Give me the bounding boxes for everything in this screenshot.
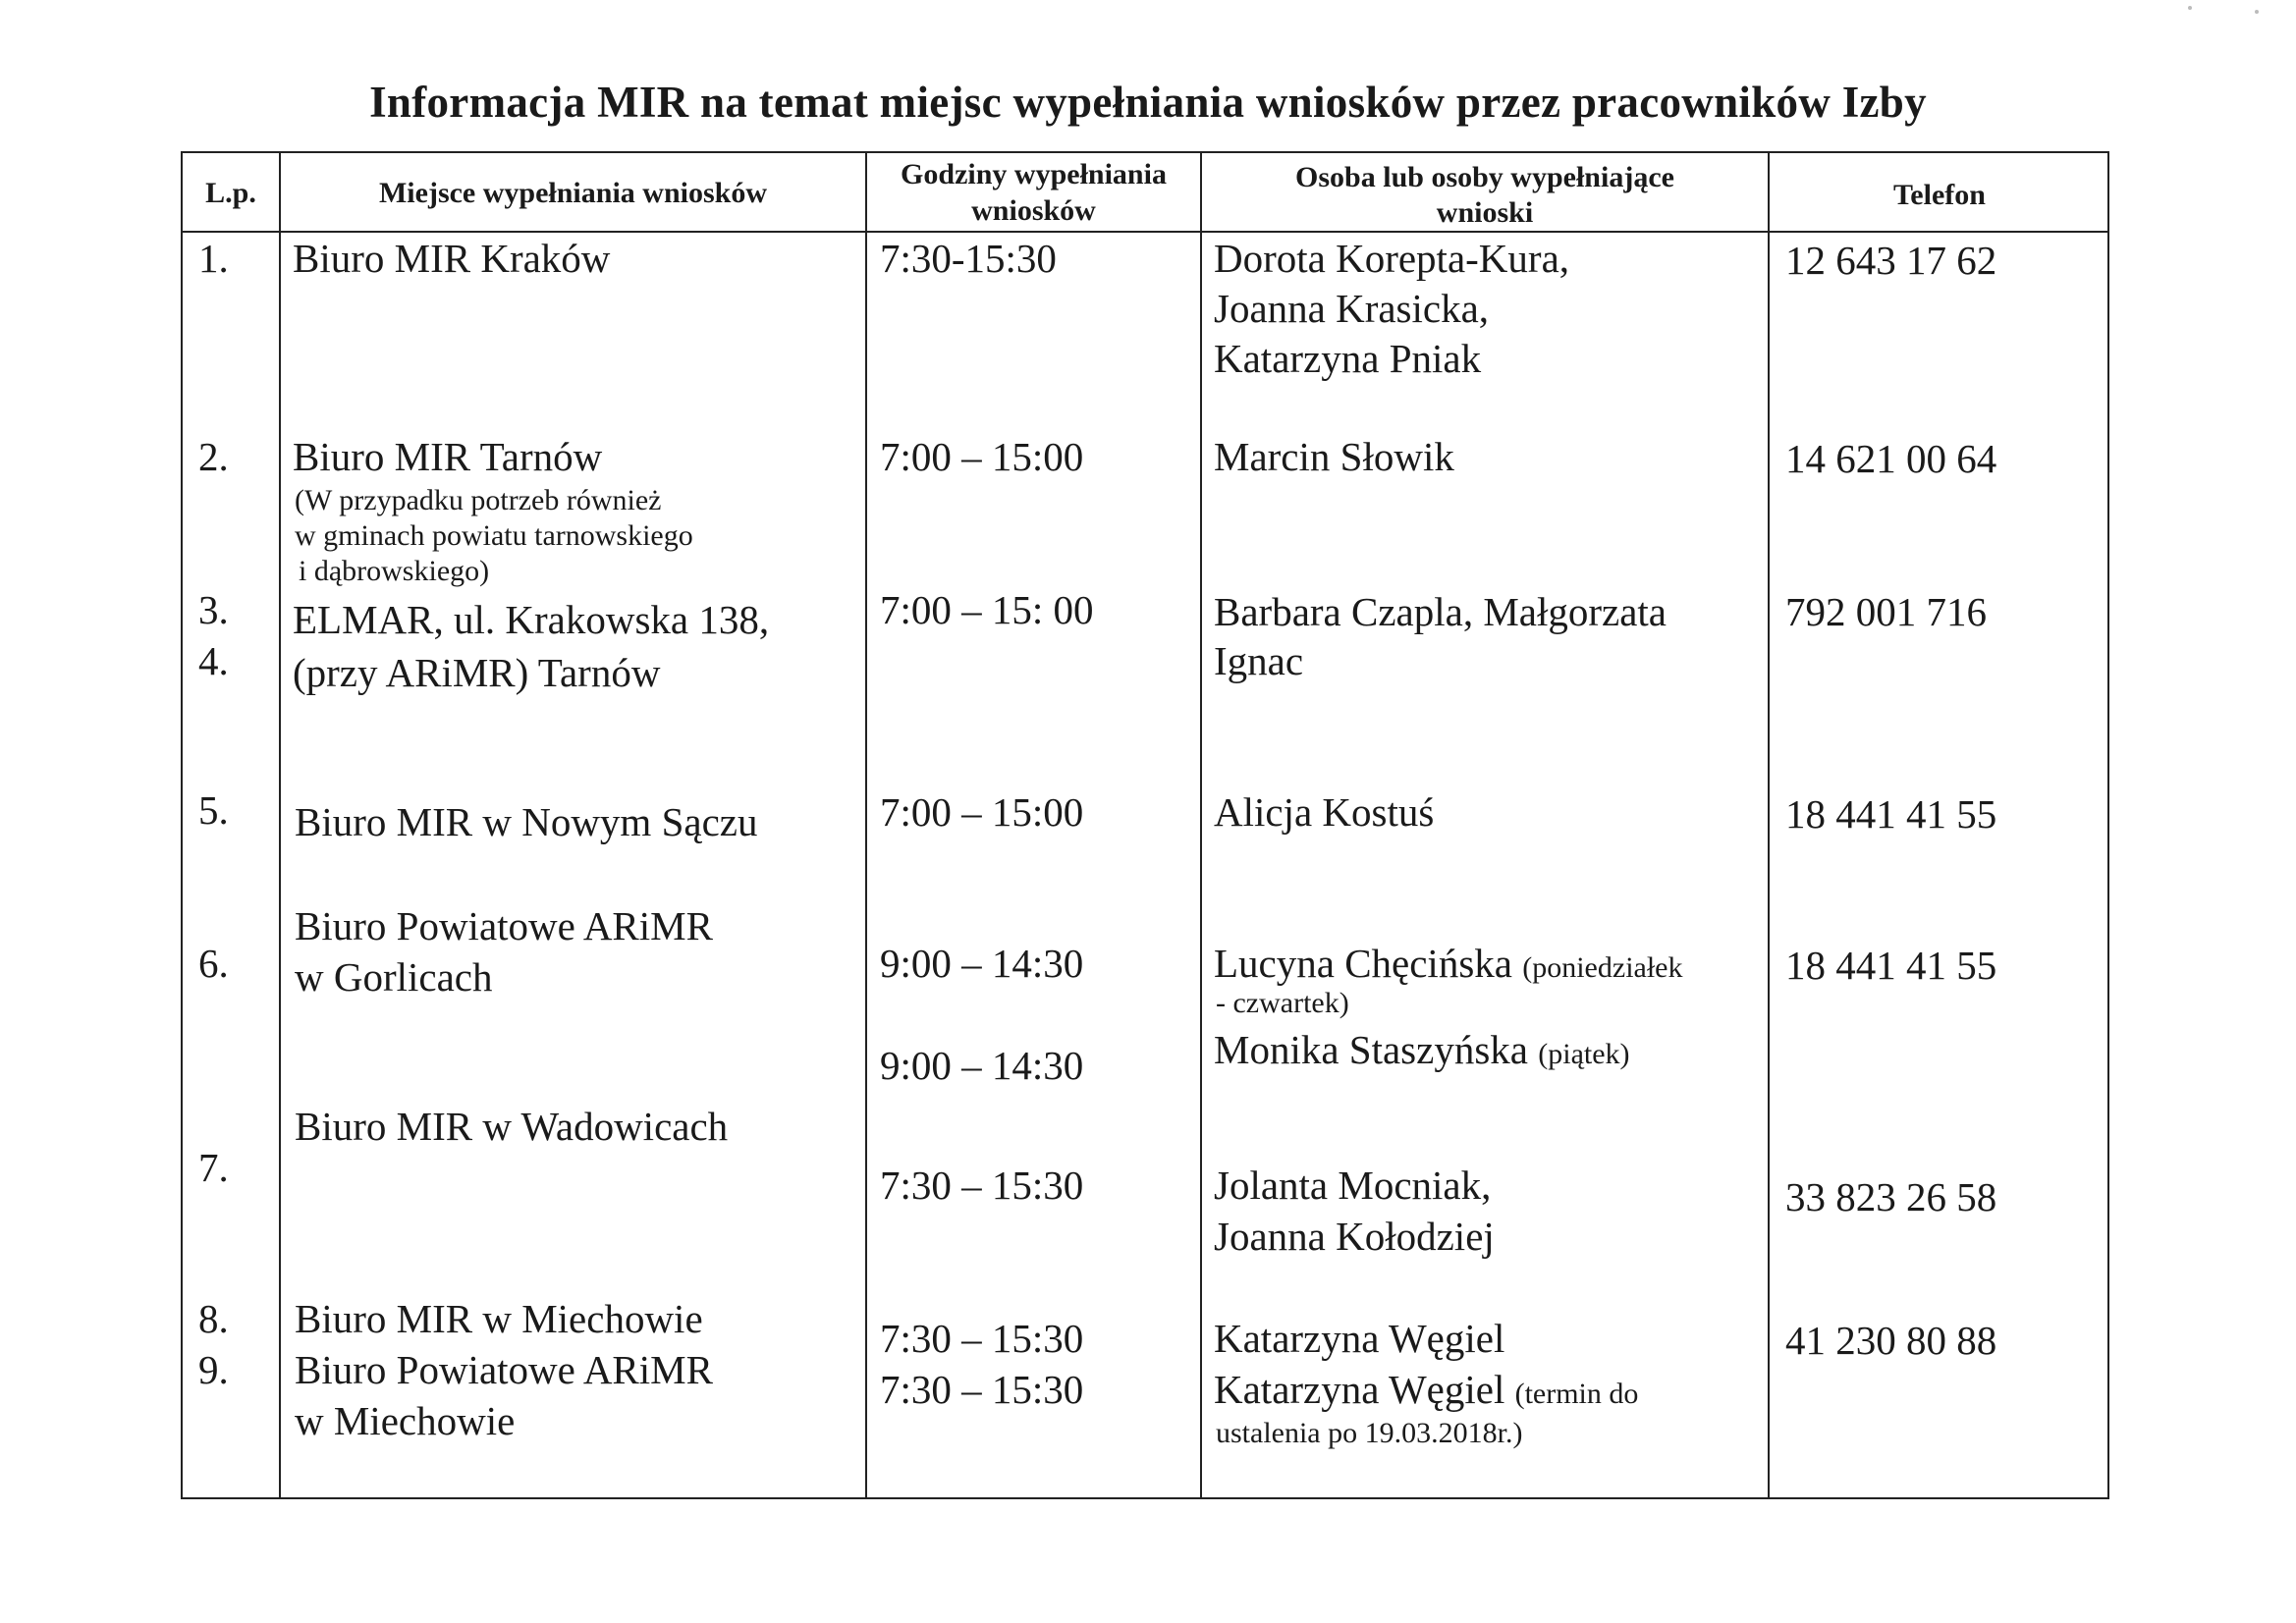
row-3-phone: 792 001 716 [1785, 589, 1987, 634]
row-9-person-1 [1214, 1365, 1638, 1419]
header-hours-line2: wniosków [971, 194, 1096, 227]
row-1-lp: 1. [198, 236, 229, 281]
row-6-person-1-name: Lucyna Chęcińska [1214, 941, 1512, 986]
row-2-person-1: Marcin Słowik [1214, 434, 1454, 479]
row-9-lp: 9. [198, 1347, 229, 1392]
header-hours-line1: Godziny wypełniania [901, 158, 1167, 190]
row-6-person-2 [1214, 1025, 1630, 1079]
row-5-lp: 5. [198, 787, 229, 833]
header-persons-line1: Osoba lub osoby wypełniające [1295, 161, 1674, 193]
row-7-person-2: Joanna Kołodziej [1214, 1214, 1495, 1259]
row-8-place-2: Biuro Powiatowe ARiMR [295, 1347, 713, 1392]
row-9-person-1-name: Katarzyna Węgiel [1214, 1367, 1505, 1412]
row-1-place: Biuro MIR Kraków [293, 236, 611, 281]
row-5-phone: 18 441 41 55 [1785, 791, 1997, 837]
row-8-place-1: Biuro MIR w Miechowie [295, 1296, 703, 1341]
row-3-lp: 3. [198, 587, 229, 632]
row-1-phone: 12 643 17 62 [1785, 238, 1997, 283]
row-8-phone: 41 230 80 88 [1785, 1318, 1997, 1363]
row-7-lp: 7. [198, 1145, 229, 1190]
col-divider-4 [1768, 151, 1770, 1499]
scan-speck-1 [2188, 6, 2192, 10]
header-phone: Telefon [1893, 179, 1986, 211]
row-7-hours: 7:30 – 15:30 [880, 1163, 1084, 1208]
row-6-hours-1: 9:00 – 14:30 [880, 941, 1084, 986]
row-1-person-3: Katarzyna Pniak [1214, 336, 1482, 381]
header-lp: L.p. [205, 177, 256, 209]
header-place: Miejsce wypełniania wniosków [378, 177, 767, 209]
row-6-lp: 6. [198, 941, 229, 986]
row-3-place-2: (przy ARiMR) Tarnów [293, 650, 661, 695]
col-divider-1 [279, 151, 281, 1499]
row-2-place-note-2: w gminach powiatu tarnowskiego [295, 519, 693, 552]
row-5-hours: 7:00 – 15:00 [880, 789, 1084, 835]
row-4-lp: 4. [198, 638, 229, 683]
row-8-hours-1: 7:30 – 15:30 [880, 1316, 1084, 1361]
col-divider-2 [865, 151, 867, 1499]
row-7-person-1: Jolanta Mocniak, [1214, 1163, 1492, 1208]
row-6-phone: 18 441 41 55 [1785, 943, 1997, 988]
row-8-hours-2: 7:30 – 15:30 [880, 1367, 1084, 1412]
row-8-person-1: Katarzyna Węgiel [1214, 1316, 1505, 1361]
document-title: Informacja MIR na temat miejsc wypełniania wniosków przez pracowników Izby [369, 78, 1927, 127]
row-9-person-1-note: (termin do [1514, 1378, 1639, 1410]
row-3-person-1: Barbara Czapla, Małgorzata [1214, 589, 1667, 634]
scan-speck-2 [2255, 10, 2259, 14]
row-2-lp: 2. [198, 434, 229, 479]
row-3-hours: 7:00 – 15: 00 [880, 587, 1094, 632]
row-6-person-1-note: (poniedziałek [1522, 951, 1683, 984]
header-persons-line2: wnioski [1436, 196, 1534, 229]
header-separator [181, 231, 2109, 233]
row-9-person-1-note-cont: ustalenia po 19.03.2018r.) [1216, 1417, 1523, 1449]
row-6-person-2-note: (piątek) [1538, 1038, 1630, 1070]
row-6-place-1: Biuro Powiatowe ARiMR [295, 903, 713, 948]
row-6-person-2-name: Monika Staszyńska [1214, 1027, 1528, 1072]
col-divider-3 [1200, 151, 1202, 1499]
row-7-phone: 33 823 26 58 [1785, 1174, 1997, 1219]
row-1-hours: 7:30-15:30 [880, 236, 1057, 281]
row-2-hours: 7:00 – 15:00 [880, 434, 1084, 479]
row-5-person-1: Alicja Kostuś [1214, 789, 1435, 835]
row-3-person-2: Ignac [1214, 638, 1304, 683]
row-2-phone: 14 621 00 64 [1785, 436, 1997, 481]
row-6-place-2: w Gorlicach [295, 954, 493, 1000]
row-6-person-1-note-cont: - czwartek) [1216, 987, 1349, 1019]
row-2-place-note-1: (W przypadku potrzeb również [295, 484, 662, 516]
row-5-place: Biuro MIR w Nowym Sączu [295, 799, 758, 844]
row-8-lp: 8. [198, 1296, 229, 1341]
row-1-person-2: Joanna Krasicka, [1214, 286, 1490, 331]
row-7-place: Biuro MIR w Wadowicach [295, 1104, 729, 1149]
row-3-place-1: ELMAR, ul. Krakowska 138, [293, 597, 770, 642]
row-1-person-1: Dorota Korepta-Kura, [1214, 236, 1570, 281]
row-6-person-1 [1214, 939, 1683, 993]
row-6-hours-2: 9:00 – 14:30 [880, 1043, 1084, 1088]
row-2-place: Biuro MIR Tarnów [293, 434, 603, 479]
row-8-place-3: w Miechowie [295, 1398, 516, 1443]
row-2-place-note-3: i dąbrowskiego) [299, 555, 490, 587]
